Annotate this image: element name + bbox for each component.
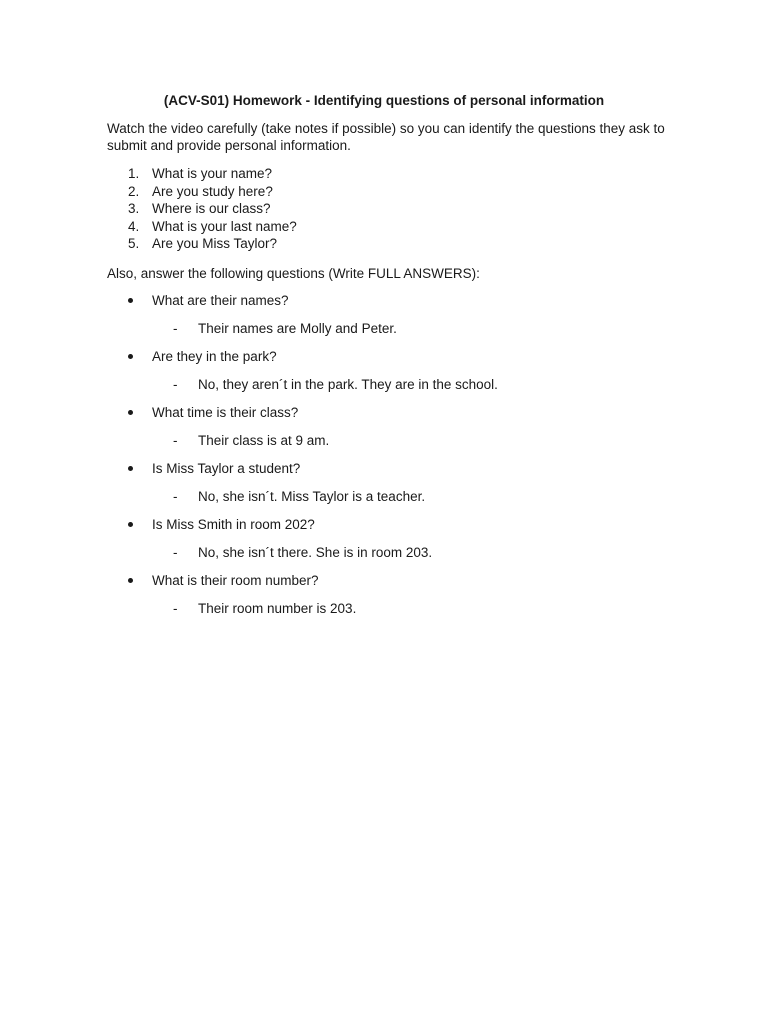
list-number: 5. bbox=[128, 236, 140, 252]
bullet-icon bbox=[128, 466, 133, 471]
bullet-question: Is Miss Smith in room 202? bbox=[152, 517, 315, 532]
document-title: (ACV-S01) Homework - Identifying questions of personal information bbox=[163, 93, 605, 108]
bullet-icon bbox=[128, 298, 133, 303]
answer-text: Their class is at 9 am. bbox=[198, 433, 330, 448]
answer-text: Their names are Molly and Peter. bbox=[198, 321, 397, 336]
list-item bbox=[107, 183, 297, 201]
question-text: Where is our class? bbox=[152, 201, 271, 217]
dash-marker: - bbox=[173, 601, 178, 616]
list-number: 1. bbox=[128, 166, 140, 181]
list-item bbox=[107, 165, 297, 183]
answer-text: No, she isn´t. Miss Taylor is a teacher. bbox=[198, 489, 426, 504]
dash-marker: - bbox=[173, 489, 178, 504]
instructions-paragraph: Watch the video carefully (take notes if possible) so you can identify the questions they ask to submit and provide personal information. bbox=[107, 121, 665, 153]
bullet-question: Is Miss Taylor a student? bbox=[152, 461, 301, 476]
bullet-question: What time is their class? bbox=[152, 405, 299, 420]
dash-marker: - bbox=[173, 545, 178, 560]
bullet-icon bbox=[128, 410, 133, 415]
list-item bbox=[107, 200, 297, 218]
bullet-question: What is their room number? bbox=[152, 573, 319, 588]
list-number: 3. bbox=[128, 201, 140, 217]
question-text: What is your last name? bbox=[152, 218, 297, 234]
dash-marker: - bbox=[173, 321, 178, 336]
list-number: 4. bbox=[128, 218, 140, 234]
answer-text: No, they aren´t in the park. They are in the school. bbox=[198, 377, 498, 392]
questions-list bbox=[107, 165, 297, 253]
list-item bbox=[107, 218, 297, 236]
question-text: Are you study here? bbox=[152, 183, 273, 199]
answer-text: Their room number is 203. bbox=[198, 601, 357, 616]
bullet-icon bbox=[128, 578, 133, 583]
bullet-icon bbox=[128, 354, 133, 359]
answer-text: No, she isn´t there. She is in room 203. bbox=[198, 545, 433, 560]
answer-instructions: Also, answer the following questions (Write FULL ANSWERS): bbox=[107, 266, 480, 281]
bullet-question: What are their names? bbox=[152, 293, 289, 308]
dash-marker: - bbox=[173, 377, 178, 392]
dash-marker: - bbox=[173, 433, 178, 448]
list-number: 2. bbox=[128, 183, 140, 199]
question-text: Are you Miss Taylor? bbox=[152, 236, 278, 252]
bullet-question: Are they in the park? bbox=[152, 349, 277, 364]
list-item bbox=[107, 235, 297, 253]
question-text: What is your name? bbox=[152, 166, 273, 181]
bullet-icon bbox=[128, 522, 133, 527]
